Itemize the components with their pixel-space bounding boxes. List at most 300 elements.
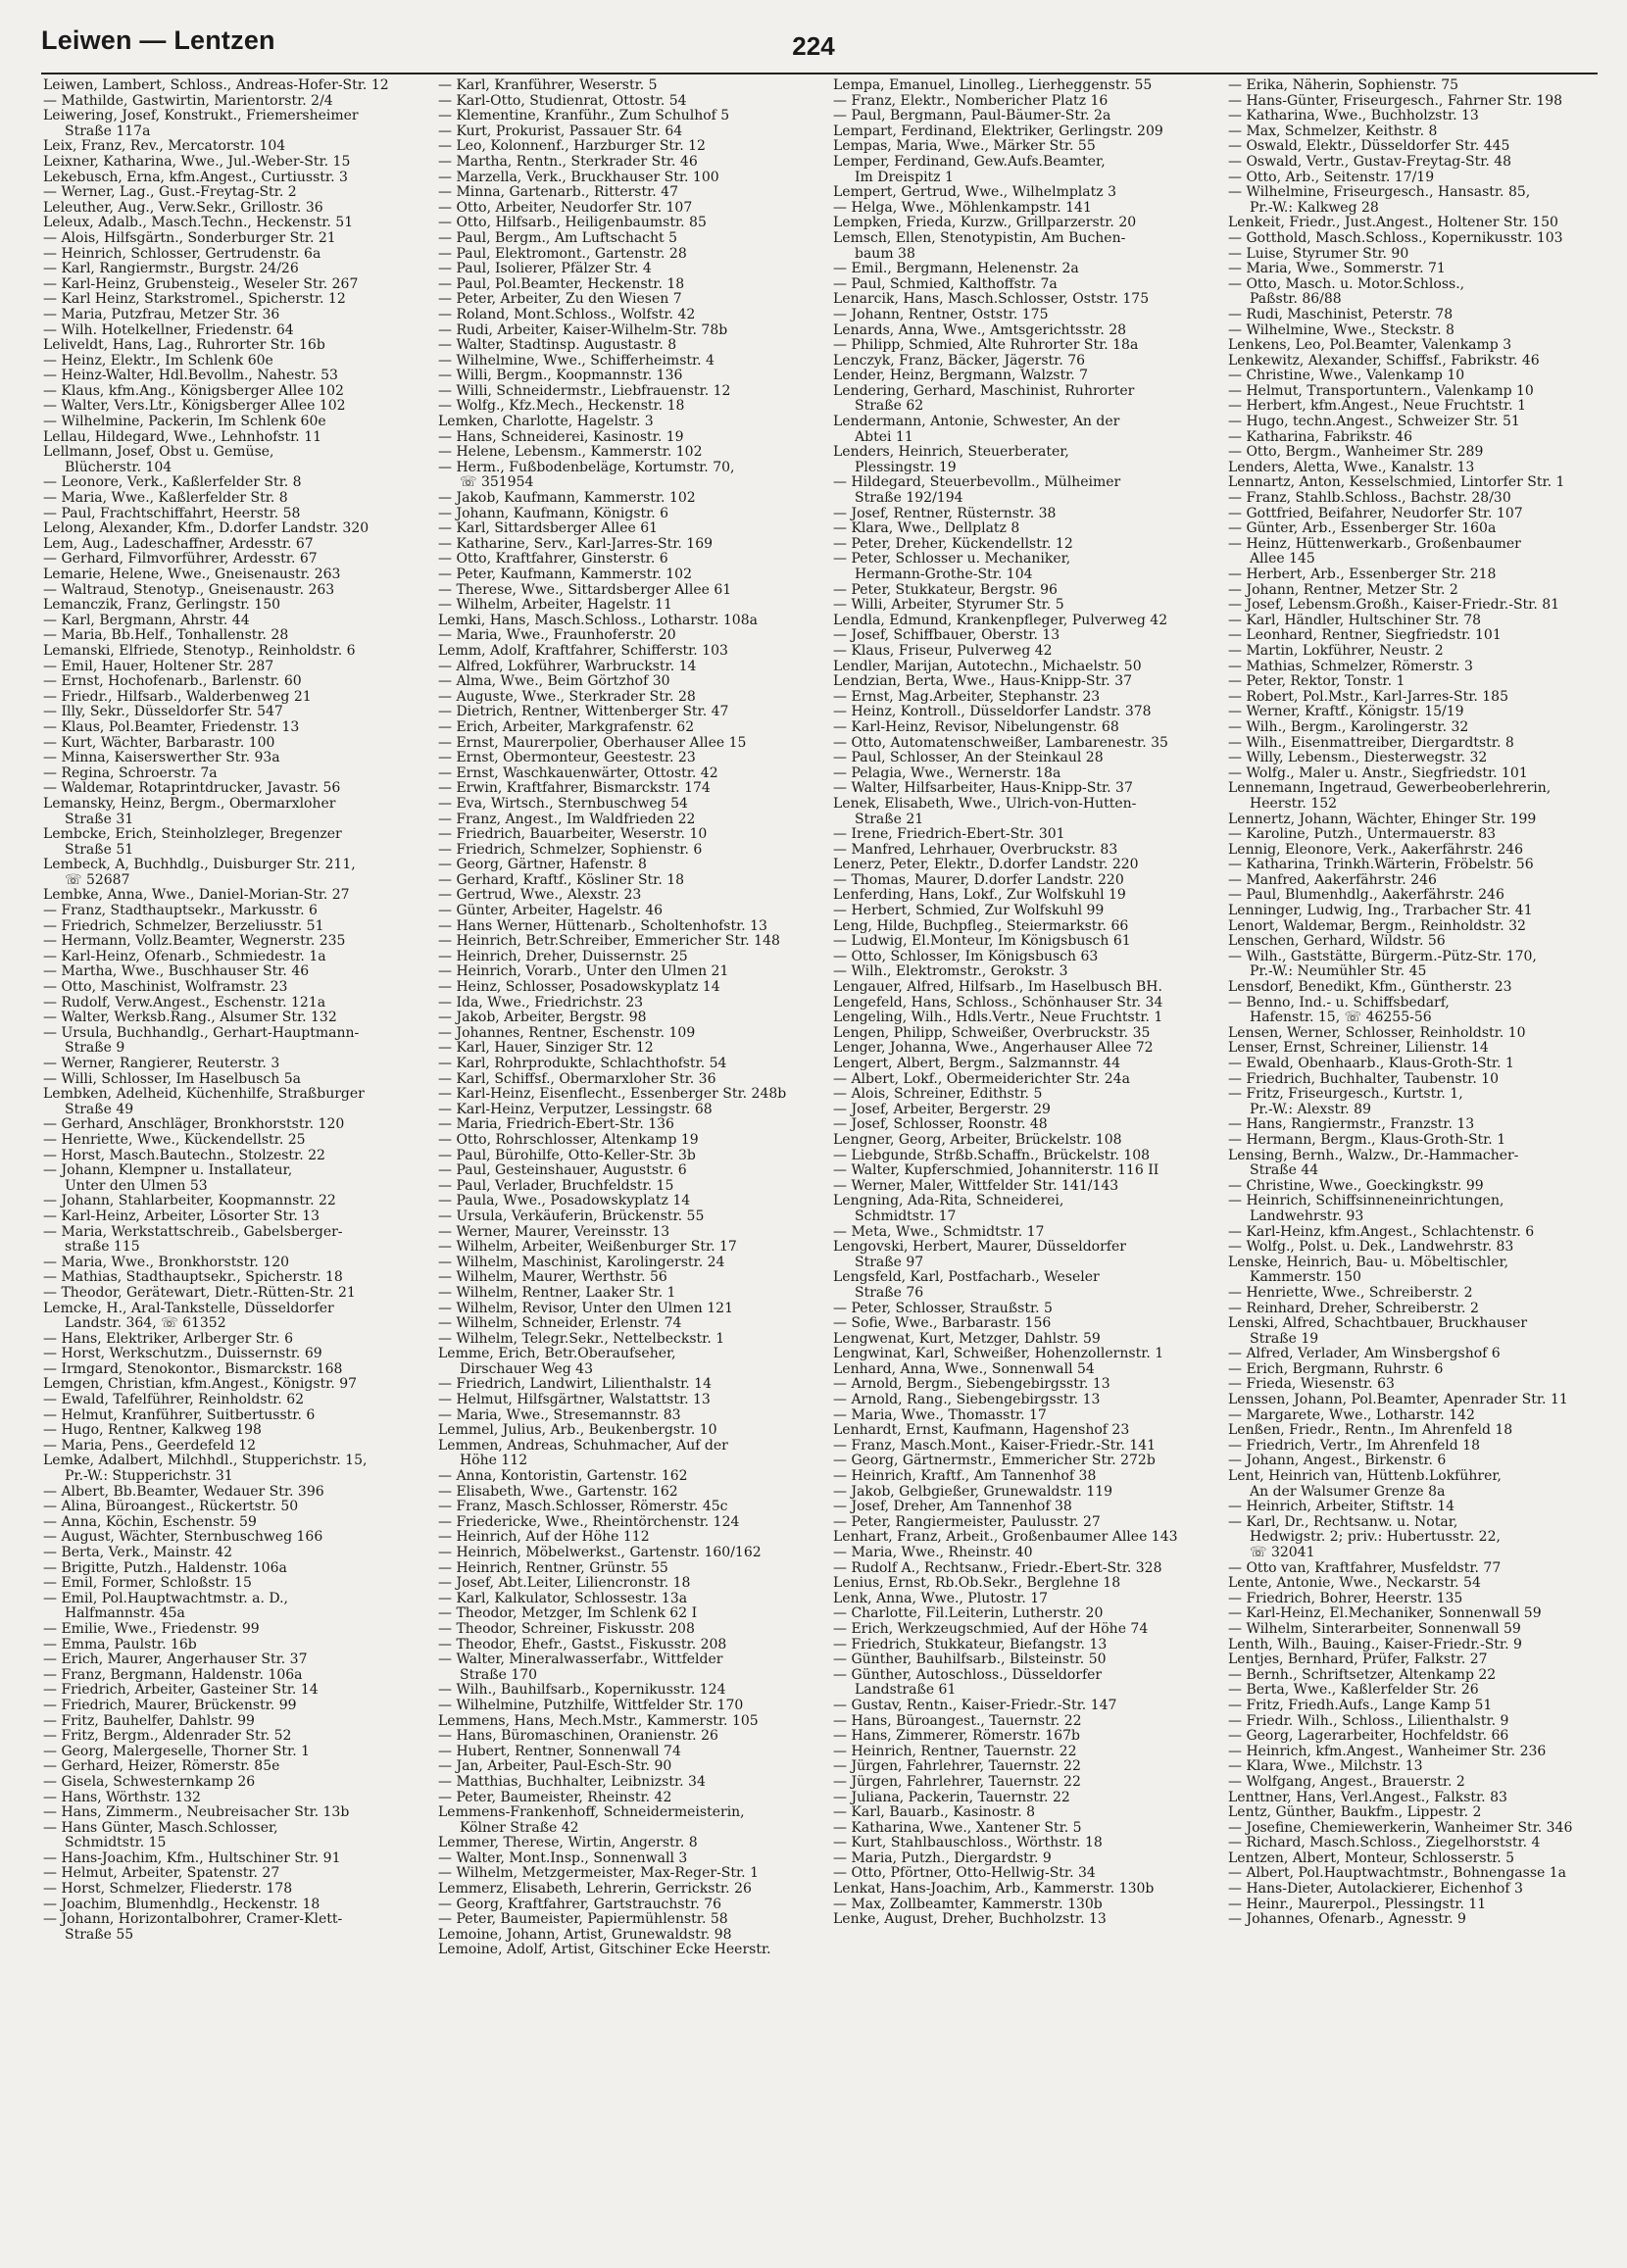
directory-entry: — Hans, Rangiermstr., Franzstr. 13: [1228, 1117, 1475, 1133]
directory-entry: — Karl-Otto, Studienrat, Ottostr. 54: [438, 93, 687, 109]
directory-entry: — Hans, Zimmerer, Römerstr. 167b: [833, 1729, 1080, 1745]
directory-entry: — Gerhard, Anschläger, Bronkhorststr. 120: [43, 1117, 345, 1133]
directory-entry: — Hans, Büromaschinen, Oranienstr. 26: [438, 1729, 718, 1745]
directory-entry: — Wolfg., Polst. u. Dek., Landwehrstr. 83: [1228, 1240, 1514, 1256]
directory-entry: — Irene, Friedrich-Ebert-Str. 301: [833, 827, 1065, 843]
directory-entry: — Gotthold, Masch.Schloss., Kopernikusstr. 103: [1228, 230, 1563, 246]
directory-entry: — Otto van, Kraftfahrer, Musfeldstr. 77: [1228, 1560, 1502, 1576]
directory-entry: — Heinz, Hüttenwerkarb., Großenbaumer: [1228, 536, 1521, 552]
directory-entry: — Rudi, Arbeiter, Kaiser-Wilhelm-Str. 78b: [438, 322, 728, 338]
directory-entry: — Marzella, Verk., Bruckhauser Str. 100: [438, 170, 719, 185]
directory-entry: — Karl, Bauarb., Kasinostr. 8: [833, 1805, 1036, 1821]
directory-entry: — Helmut, Transportuntern., Valenkamp 10: [1228, 383, 1534, 399]
directory-entry: — Ernst, Maurerpolier, Oberhauser Allee 15: [438, 735, 747, 751]
directory-entry: — Paul, Pol.Beamter, Heckenstr. 18: [438, 276, 685, 292]
directory-entry: — Thomas, Maurer, D.dorfer Landstr. 220: [833, 872, 1124, 888]
directory-entry: — Georg, Lagerarbeiter, Hochfeldstr. 66: [1228, 1729, 1509, 1745]
directory-entry: — Friedericke, Wwe., Rheintörchenstr. 124: [438, 1514, 740, 1530]
directory-entry: — Benno, Ind.- u. Schiffsbedarf,: [1228, 995, 1450, 1011]
directory-entry: — Heinz, Elektr., Im Schlenk 60e: [43, 353, 273, 369]
directory-entry: — Margarete, Wwe., Lotharstr. 142: [1228, 1407, 1475, 1423]
directory-entry: Lenk, Anna, Wwe., Plutostr. 17: [833, 1591, 1049, 1606]
directory-entry: — Gerhard, Filmvorführer, Ardesstr. 67: [43, 552, 318, 567]
directory-entry: Lemme, Erich, Betr.Oberaufseher,: [438, 1347, 676, 1362]
directory-entry: — Ernst, Obermonteur, Geestestr. 23: [438, 751, 696, 766]
directory-entry: — Helene, Lebensm., Kammerstr. 102: [438, 445, 703, 461]
directory-entry: — Hermann, Vollz.Beamter, Wegnerstr. 235: [43, 934, 346, 950]
directory-entry: — Emma, Paulstr. 16b: [43, 1637, 197, 1652]
directory-entry: Lemanczik, Franz, Gerlingstr. 150: [43, 598, 281, 614]
directory-entry: Lengning, Ada-Rita, Schneiderei,: [833, 1194, 1064, 1209]
directory-entry: Lempken, Frieda, Kurzw., Grillparzerstr. 20: [833, 216, 1137, 231]
directory-entry: Lenger, Johanna, Wwe., Angerhauser Allee 72: [833, 1041, 1154, 1057]
directory-entry: — Henriette, Wwe., Kückendellstr. 25: [43, 1132, 306, 1148]
directory-entry: — Ernst, Waschkauenwärter, Ottostr. 42: [438, 765, 718, 781]
directory-entry: — Karoline, Putzh., Untermauerstr. 83: [1228, 827, 1497, 843]
directory-entry: — Kurt, Wächter, Barbarastr. 100: [43, 735, 275, 751]
directory-entry: Lensen, Werner, Schlosser, Reinholdstr. 10: [1228, 1025, 1526, 1041]
directory-entry: — Alfred, Verlader, Am Winsbergshof 6: [1228, 1347, 1501, 1362]
directory-entry: — Mathias, Schmelzer, Römerstr. 3: [1228, 659, 1473, 674]
directory-entry: — Klaus, Friseur, Pulverweg 42: [833, 643, 1053, 659]
directory-entry: — Maria, Putzfrau, Metzer Str. 36: [43, 307, 280, 322]
directory-entry: Leixner, Katharina, Wwe., Jul.-Weber-Str. 15: [43, 154, 351, 170]
directory-entry: Lennemann, Ingetraud, Gewerbeoberlehrerin,: [1228, 781, 1552, 797]
directory-entry: — Karl-Heinz, Eisenflecht., Essenberger Str. 248b: [438, 1087, 787, 1103]
directory-entry: — Helga, Wwe., Möhlenkampstr. 141: [833, 200, 1092, 216]
directory-entry: Lenski, Alfred, Schachtbauer, Bruckhauser: [1228, 1316, 1528, 1332]
directory-entry: Lemmen, Andreas, Schuhmacher, Auf der: [438, 1438, 728, 1454]
directory-entry: — Hans, Schneiderei, Kasinostr. 19: [438, 429, 684, 445]
directory-entry: — Willi, Schlosser, Im Haselbusch 5a: [43, 1071, 301, 1087]
directory-entry: Lengen, Philipp, Schweißer, Overbruckstr. 35: [833, 1025, 1151, 1041]
directory-entry: Lenhart, Franz, Arbeit., Großenbaumer Allee 143: [833, 1530, 1178, 1546]
directory-entry: — Erich, Werkzeugschmied, Auf der Höhe 74: [833, 1621, 1149, 1637]
directory-entry: — Wolfg., Maler u. Anstr., Siegfriedstr. 101: [1228, 765, 1528, 781]
directory-entry: — Dietrich, Rentner, Wittenberger Str. 47: [438, 705, 729, 720]
directory-entry: straße 115: [65, 1240, 140, 1256]
directory-entry: — Peter, Kaufmann, Kammerstr. 102: [438, 567, 692, 582]
directory-entry: Plessingstr. 19: [855, 460, 957, 475]
directory-entry: — Franz, Bergmann, Haldenstr. 106a: [43, 1667, 303, 1683]
directory-entry: — Manfred, Lehrhauer, Overbruckstr. 83: [833, 842, 1118, 858]
directory-entry: Unter den Ulmen 53: [65, 1178, 208, 1194]
directory-entry: — Anna, Kontoristin, Gartenstr. 162: [438, 1469, 688, 1485]
directory-entry: Lembken, Adelheid, Küchenhilfe, Straßburger: [43, 1087, 365, 1103]
directory-entry: Höhe 112: [460, 1454, 528, 1469]
directory-entry: — Karl, Dr., Rechtsanw. u. Notar,: [1228, 1514, 1458, 1530]
directory-entry: — Emil., Bergmann, Helenenstr. 2a: [833, 262, 1079, 277]
directory-entry: — Friedrich, Schmelzer, Berzeliusstr. 51: [43, 918, 324, 934]
directory-entry: Heerstr. 152: [1250, 796, 1338, 812]
directory-entry: — Paul, Blumenhdlg., Aakerfährstr. 246: [1228, 888, 1504, 904]
directory-entry: ☏ 351954: [460, 475, 534, 491]
directory-entry: — Peter, Rangiermeister, Paulusstr. 27: [833, 1514, 1101, 1530]
directory-entry: Lemken, Charlotte, Hagelstr. 3: [438, 415, 654, 430]
directory-entry: — Helmut, Hilfsgärtner, Walstattstr. 13: [438, 1393, 711, 1408]
directory-entry: — Wilh., Elektromstr., Gerokstr. 3: [833, 964, 1068, 980]
directory-entry: — Maria, Wwe., Kaßlerfelder Str. 8: [43, 491, 288, 507]
directory-entry: Pr.-W.: Kalkweg 28: [1250, 200, 1379, 216]
directory-entry: — Paul, Schmied, Kalthoffstr. 7a: [833, 276, 1058, 292]
directory-entry: — Peter, Arbeiter, Zu den Wiesen 7: [438, 292, 682, 308]
directory-entry: — Maria, Werkstattschreib., Gabelsberger-: [43, 1224, 343, 1240]
directory-entry: — Gisela, Schwesternkamp 26: [43, 1774, 256, 1790]
directory-entry: — Walter, Kupferschmied, Johanniterstr. 116 II: [833, 1163, 1159, 1179]
directory-entry: — Peter, Baumeister, Rheinstr. 42: [438, 1790, 672, 1805]
directory-entry: Lemm, Adolf, Kraftfahrer, Schifferstr. 103: [438, 643, 728, 659]
directory-entry: — Heinrich, Möbelwerkst., Gartenstr. 160/162: [438, 1546, 762, 1560]
directory-entry: — Hildegard, Steuerbevollm., Mülheimer: [833, 475, 1121, 491]
directory-entry: Lengsfeld, Karl, Postfacharb., Weseler: [833, 1270, 1100, 1286]
directory-entry: Leng, Hilde, Buchpfleg., Steiermarkstr. 66: [833, 918, 1129, 934]
page-header: [41, 25, 1586, 69]
directory-entry: — Max, Zollbeamter, Kammerstr. 130b: [833, 1897, 1103, 1912]
directory-entry: Straße 62: [855, 399, 924, 415]
directory-entry: — Maria, Pens., Geerdefeld 12: [43, 1438, 257, 1454]
directory-entry: Hafenstr. 15, ☏ 46255-56: [1250, 1011, 1432, 1026]
directory-entry: — Josef, Lebensm.Großh., Kaiser-Friedr.-Str. 81: [1228, 598, 1560, 614]
directory-entry: Straße 97: [855, 1255, 924, 1270]
directory-entry: — Friedrich, Bauarbeiter, Weserstr. 10: [438, 827, 708, 843]
directory-entry: — Jan, Arbeiter, Paul-Esch-Str. 90: [438, 1759, 672, 1775]
directory-entry: — Johann, Rentner, Metzer Str. 2: [1228, 582, 1458, 598]
directory-entry: — Emil, Pol.Hauptwachtmstr. a. D.,: [43, 1591, 288, 1606]
directory-entry: — Alina, Büroangest., Rückertstr. 50: [43, 1500, 299, 1515]
directory-entry: — Wilhelmine, Putzhilfe, Wittfelder Str. 170: [438, 1698, 744, 1713]
directory-entry: ☏ 32041: [1250, 1546, 1315, 1560]
directory-entry: — Peter, Schlosser, Straußstr. 5: [833, 1301, 1053, 1316]
directory-entry: — Katharina, Fabrikstr. 46: [1228, 429, 1413, 445]
directory-entry: — Karl-Heinz, kfm.Angest., Schlachtenstr. 6: [1228, 1224, 1535, 1240]
directory-entry: Leleux, Adalb., Masch.Techn., Heckenstr. 51: [43, 216, 354, 231]
directory-entry: — Otto, Maschinist, Wolframstr. 23: [43, 980, 288, 996]
directory-entry: — Alois, Schreiner, Edithstr. 5: [833, 1087, 1043, 1103]
directory-entry: — Klaus, kfm.Ang., Königsberger Allee 102: [43, 383, 344, 399]
directory-entry: — Ewald, Tafelführer, Reinholdstr. 62: [43, 1393, 305, 1408]
directory-entry: — Karl, Kalkulator, Schlossestr. 13a: [438, 1591, 688, 1606]
directory-entry: — Josef, Schiffbauer, Oberstr. 13: [833, 628, 1060, 644]
directory-entry: — Johannes, Ofenarb., Agnesstr. 9: [1228, 1912, 1466, 1928]
directory-entry: — Bernh., Schriftsetzer, Altenkamp 22: [1228, 1667, 1497, 1683]
directory-entry: — Heinrich, kfm.Angest., Wanheimer Str. 236: [1228, 1744, 1547, 1759]
directory-entry: Lemke, Adalbert, Milchhdl., Stupperichstr. 15,: [43, 1454, 368, 1469]
directory-entry: Abtei 11: [855, 429, 913, 445]
directory-entry: Lengner, Georg, Arbeiter, Brückelstr. 108: [833, 1132, 1122, 1148]
directory-entry: Pr.-W.: Neumühler Str. 45: [1250, 964, 1427, 980]
directory-entry: — Friedrich, Stukkateur, Biefangstr. 13: [833, 1637, 1108, 1652]
directory-entry: Lenek, Elisabeth, Wwe., Ulrich-von-Hutten-: [833, 796, 1137, 812]
directory-entry: — Rudolf A., Rechtsanw., Friedr.-Ebert-Str. 328: [833, 1560, 1162, 1576]
directory-entry: Lendering, Gerhard, Maschinist, Ruhrorter: [833, 383, 1135, 399]
directory-entry: — Fritz, Friseurgesch., Kurtstr. 1,: [1228, 1087, 1463, 1103]
directory-entry: — Maria, Wwe., Stresemannstr. 83: [438, 1407, 681, 1423]
directory-entry: — Willi, Arbeiter, Styrumer Str. 5: [833, 598, 1064, 614]
directory-entry: Lembeck, A, Buchhdlg., Duisburger Str. 211,: [43, 858, 356, 873]
directory-entry: — Ursula, Buchhandlg., Gerhart-Hauptmann-: [43, 1025, 360, 1041]
directory-entry: — Walter, Mont.Insp., Sonnenwall 3: [438, 1850, 688, 1866]
directory-entry: Lemmel, Julius, Arb., Beukenbergstr. 10: [438, 1423, 717, 1439]
directory-entry: — Max, Schmelzer, Keithstr. 8: [1228, 123, 1438, 139]
directory-entry: Lendla, Edmund, Krankenpfleger, Pulverweg 42: [833, 613, 1168, 628]
directory-entry: — Wolfgang, Angest., Brauerstr. 2: [1228, 1774, 1465, 1790]
directory-entry: — Wilh., Bergm., Karolingerstr. 32: [1228, 719, 1469, 735]
directory-entry: — Herm., Fußbodenbeläge, Kortumstr. 70,: [438, 460, 735, 475]
directory-entry: Lenkeit, Friedr., Just.Angest., Holtener Str. 150: [1228, 216, 1558, 231]
directory-entry: Lempas, Maria, Wwe., Märker Str. 55: [833, 139, 1096, 155]
directory-entry: — Johann, Klempner u. Installateur,: [43, 1163, 293, 1179]
directory-entry: Lemki, Hans, Masch.Schloss., Lotharstr. 108a: [438, 613, 758, 628]
directory-entry: Lengauer, Alfred, Hilfsarb., Im Haselbusch BH.: [833, 980, 1162, 996]
directory-entry: — Heinrich, Schlosser, Gertrudenstr. 6a: [43, 246, 321, 262]
directory-entry: Lengwenat, Kurt, Metzger, Dahlstr. 59: [833, 1331, 1101, 1347]
directory-entry: — Wilhelm, Schneider, Erlenstr. 74: [438, 1316, 682, 1332]
directory-entry: — Waltraud, Stenotyp., Gneisenaustr. 263: [43, 582, 335, 598]
directory-entry: — Herbert, Schmied, Zur Wolfskuhl 99: [833, 904, 1105, 919]
directory-entry: — Hermann, Bergm., Klaus-Groth-Str. 1: [1228, 1132, 1506, 1148]
directory-entry: Kammerstr. 150: [1250, 1270, 1361, 1286]
directory-entry: — Wilhelm, Maschinist, Karolingerstr. 24: [438, 1255, 725, 1270]
directory-entry: — Herbert, Arb., Essenberger Str. 218: [1228, 567, 1497, 582]
directory-entry: — Maria, Friedrich-Ebert-Str. 136: [438, 1117, 674, 1133]
directory-entry: — Pelagia, Wwe., Wernerstr. 18a: [833, 765, 1061, 781]
directory-entry: Im Dreispitz 1: [855, 170, 954, 185]
directory-entry: Lemanski, Elfriede, Stenotyp., Reinholdstr. 6: [43, 643, 356, 659]
directory-entry: — Otto, Automatenschweißer, Lambarenestr. 35: [833, 735, 1168, 751]
directory-entry: Lemoine, Johann, Artist, Grunewaldstr. 98: [438, 1927, 732, 1943]
directory-entry: — Minna, Kaiserswerther Str. 93a: [43, 751, 280, 766]
directory-entry: Straße 55: [65, 1927, 134, 1943]
directory-entry: — Karl-Heinz, Arbeiter, Lösorter Str. 13: [43, 1208, 320, 1224]
directory-entry: Straße 170: [460, 1667, 538, 1683]
directory-entry: Paßstr. 86/88: [1250, 292, 1342, 308]
directory-entry: — Wilh. Hotelkellner, Friedenstr. 64: [43, 322, 294, 338]
directory-entry: — Otto, Masch. u. Motor.Schloss.,: [1228, 276, 1465, 292]
directory-entry: Lemmens, Hans, Mech.Mstr., Kammerstr. 105: [438, 1713, 759, 1729]
directory-entry: — Friedrich, Vertr., Im Ahrenfeld 18: [1228, 1438, 1480, 1454]
directory-entry: — Peter, Rektor, Tonstr. 1: [1228, 674, 1405, 690]
directory-entry: — Paul, Frachtschiffahrt, Heerstr. 58: [43, 506, 301, 521]
directory-entry: — Minna, Gartenarb., Ritterstr. 47: [438, 185, 678, 201]
directory-entry: — Wilhelmine, Friseurgesch., Hansastr. 85,: [1228, 185, 1531, 201]
page-number: 224: [792, 31, 835, 61]
directory-entry: — Jürgen, Fahrlehrer, Tauernstr. 22: [833, 1774, 1081, 1790]
directory-entry: Schmidtstr. 15: [65, 1836, 167, 1851]
directory-entry: — Alois, Hilfsgärtn., Sonderburger Str. 21: [43, 230, 336, 246]
directory-entry: — Paul, Verlader, Bruchfeldstr. 15: [438, 1178, 674, 1194]
directory-entry: Lendermann, Antonie, Schwester, An der: [833, 415, 1120, 430]
directory-entry: — Otto, Pförtner, Otto-Hellwig-Str. 34: [833, 1866, 1096, 1882]
directory-entry: — Wilh., Eisenmattreiber, Diergardtstr. 8: [1228, 735, 1514, 751]
directory-entry: — Friedrich, Arbeiter, Gasteiner Str. 14: [43, 1683, 319, 1699]
directory-entry: — Hubert, Rentner, Sonnenwall 74: [438, 1744, 681, 1759]
directory-entry: Lemoine, Adolf, Artist, Gitschiner Ecke Heerstr.: [438, 1943, 771, 1958]
directory-entry: — Karl, Schiffsf., Obermarxloher Str. 36: [438, 1071, 716, 1087]
directory-entry: — Josefine, Chemiewerkerin, Wanheimer Str. 346: [1228, 1820, 1573, 1836]
header-rule: [41, 73, 1598, 74]
directory-entry: — Horst, Schmelzer, Fliederstr. 178: [43, 1882, 293, 1898]
directory-entry: — Reinhard, Dreher, Schreiberstr. 2: [1228, 1301, 1479, 1316]
directory-entry: Lemansky, Heinz, Bergm., Obermarxloher: [43, 796, 336, 812]
directory-entry: — Heinz, Schlosser, Posadowskyplatz 14: [438, 980, 720, 996]
directory-entry: — Martha, Rentn., Sterkrader Str. 46: [438, 154, 698, 170]
directory-entry: — Wilhelm, Arbeiter, Hagelstr. 11: [438, 598, 672, 614]
directory-entry: — Friedrich, Maurer, Brückenstr. 99: [43, 1698, 297, 1713]
directory-entry: — Werner, Maler, Wittfelder Str. 141/143: [833, 1178, 1119, 1194]
directory-entry: Pr.-W.: Alexstr. 89: [1250, 1102, 1371, 1117]
directory-entry: — Johann, Angest., Birkenstr. 6: [1228, 1454, 1447, 1469]
directory-entry: — Friedrich, Bohrer, Heerstr. 135: [1228, 1591, 1463, 1606]
directory-entry: — Peter, Stukkateur, Bergstr. 96: [833, 582, 1058, 598]
directory-entry: — Hans, Zimmerm., Neubreisacher Str. 13b: [43, 1805, 350, 1821]
directory-entry: — Johann, Stahlarbeiter, Koopmannstr. 22: [43, 1194, 336, 1209]
directory-entry: Lemmer, Therese, Wirtin, Angerstr. 8: [438, 1836, 698, 1851]
directory-entry: — Frieda, Wiesenstr. 63: [1228, 1377, 1395, 1393]
directory-entry: — Georg, Malergeselle, Thorner Str. 1: [43, 1744, 310, 1759]
directory-entry: Lensdorf, Benedikt, Kfm., Güntherstr. 23: [1228, 980, 1512, 996]
directory-entry: — Walter, Mineralwasserfabr., Wittfelder: [438, 1652, 723, 1668]
directory-entry: — Albert, Bb.Beamter, Wedauer Str. 396: [43, 1484, 324, 1500]
directory-entry: — Heinrich, Dreher, Duissernstr. 25: [438, 949, 688, 964]
directory-entry: — Luise, Styrumer Str. 90: [1228, 246, 1409, 262]
directory-entry: — Fritz, Bauhelfer, Dahlstr. 99: [43, 1713, 255, 1729]
directory-entry: Lenczyk, Franz, Bäcker, Jägerstr. 76: [833, 353, 1086, 369]
directory-entry: Straße 117a: [65, 123, 151, 139]
directory-entry: — Karl-Heinz, El.Mechaniker, Sonnenwall 59: [1228, 1606, 1542, 1622]
directory-entry: — Berta, Wwe., Kaßlerfelder Str. 26: [1228, 1683, 1479, 1699]
directory-entry: Lenius, Ernst, Rb.Ob.Sekr., Berglehne 18: [833, 1576, 1121, 1592]
directory-entry: — Hans-Joachim, Kfm., Hultschiner Str. 91: [43, 1850, 341, 1866]
directory-entry: — Hans-Dieter, Autolackierer, Eichenhof 3: [1228, 1882, 1523, 1898]
directory-entry: — Maria, Wwe., Rheinstr. 40: [833, 1546, 1033, 1560]
directory-entry: Lenßen, Friedr., Rentn., Im Ahrenfeld 18: [1228, 1423, 1513, 1439]
directory-entry: — Maria, Bb.Helf., Tonhallenstr. 28: [43, 628, 289, 644]
directory-entry: Lenssen, Johann, Pol.Beamter, Apenrader Str. 11: [1228, 1393, 1568, 1408]
directory-entry: — Karl-Heinz, Ofenarb., Schmiedestr. 1a: [43, 949, 326, 964]
directory-entry: — Emil, Hauer, Holtener Str. 287: [43, 659, 274, 674]
directory-entry: Lenards, Anna, Wwe., Amtsgerichtsstr. 28: [833, 322, 1127, 338]
directory-entry: Pr.-W.: Stupperichstr. 31: [65, 1469, 233, 1485]
directory-entry: Lenke, August, Dreher, Buchholzstr. 13: [833, 1912, 1107, 1928]
directory-entry: — Brigitte, Putzh., Haldenstr. 106a: [43, 1560, 287, 1576]
directory-entry: — Rudolf, Verw.Angest., Eschenstr. 121a: [43, 995, 326, 1011]
directory-entry: — Günther, Bauhilfsarb., Bilsteinstr. 50: [833, 1652, 1107, 1668]
directory-entry: Hedwigstr. 2; priv.: Hubertusstr. 22,: [1250, 1530, 1501, 1546]
directory-entry: Lemmerz, Elisabeth, Lehrerin, Gerrickstr. 26: [438, 1882, 752, 1898]
directory-entry: An der Walsumer Grenze 8a: [1250, 1484, 1446, 1500]
directory-entry: Leix, Franz, Rev., Mercatorstr. 104: [43, 139, 286, 155]
directory-entry: — Joachim, Blumenhdlg., Heckenstr. 18: [43, 1897, 320, 1912]
directory-entry: Lenders, Heinrich, Steuerberater,: [833, 445, 1069, 461]
directory-entry: — Otto, Rohrschlosser, Altenkamp 19: [438, 1132, 699, 1148]
directory-entry: — Illy, Sekr., Düsseldorfer Str. 547: [43, 705, 283, 720]
directory-entry: — Maria, Wwe., Sommerstr. 71: [1228, 262, 1446, 277]
directory-entry: — Heinz, Kontroll., Düsseldorfer Landstr. 378: [833, 705, 1152, 720]
directory-entry: — Berta, Verk., Mainstr. 42: [43, 1546, 233, 1560]
directory-entry: — Juliana, Packerin, Tauernstr. 22: [833, 1790, 1070, 1805]
directory-entry: — Eva, Wirtsch., Sternbuschweg 54: [438, 796, 688, 812]
directory-entry: — Liebgunde, Strßb.Schaffn., Brückelstr. 108: [833, 1148, 1151, 1163]
directory-entry: — Walter, Vers.Ltr., Königsberger Allee 102: [43, 399, 346, 415]
directory-columns: [43, 78, 1607, 1958]
directory-entry: — Peter, Baumeister, Papiermühlenstr. 58: [438, 1912, 728, 1928]
directory-entry: — Franz, Stahlb.Schloss., Bachstr. 28/30: [1228, 491, 1511, 507]
directory-entry: Hermann-Grothe-Str. 104: [855, 567, 1033, 582]
directory-entry: — Klara, Wwe., Dellplatz 8: [833, 521, 1020, 537]
directory-entry: — Emil, Former, Schloßstr. 15: [43, 1576, 252, 1592]
directory-entry: — Paula, Wwe., Posadowskyplatz 14: [438, 1194, 691, 1209]
directory-entry: Lempart, Ferdinand, Elektriker, Gerlingstr. 209: [833, 123, 1163, 139]
directory-entry: — Jürgen, Fahrlehrer, Tauernstr. 22: [833, 1759, 1081, 1775]
directory-entry: Lensing, Bernh., Walzw., Dr.-Hammacher-: [1228, 1148, 1519, 1163]
directory-entry: — Robert, Pol.Mstr., Karl-Jarres-Str. 185: [1228, 689, 1508, 705]
directory-entry: — Paul, Isolierer, Pfälzer Str. 4: [438, 262, 652, 277]
directory-entry: — Josef, Schlosser, Roonstr. 48: [833, 1117, 1048, 1133]
directory-entry: — Franz, Angest., Im Waldfrieden 22: [438, 812, 696, 827]
directory-entry: — Henriette, Wwe., Schreiberstr. 2: [1228, 1285, 1473, 1301]
directory-entry: Landwehrstr. 93: [1250, 1208, 1364, 1224]
directory-entry: — Emilie, Wwe., Friedenstr. 99: [43, 1621, 260, 1637]
directory-entry: — Anna, Köchin, Eschenstr. 59: [43, 1514, 257, 1530]
directory-entry: Lenkewitz, Alexander, Schiffsf., Fabrikstr. 46: [1228, 353, 1540, 369]
directory-entry: Lembke, Anna, Wwe., Daniel-Morian-Str. 27: [43, 888, 350, 904]
directory-entry: Lente, Antonie, Wwe., Neckarstr. 54: [1228, 1576, 1481, 1592]
directory-entry: — Ida, Wwe., Friedrichstr. 23: [438, 995, 644, 1011]
directory-entry: — Friedrich, Landwirt, Lilienthalstr. 14: [438, 1377, 712, 1393]
directory-entry: — Meta, Wwe., Schmidtstr. 17: [833, 1224, 1045, 1240]
directory-entry: Halfmannstr. 45a: [65, 1606, 185, 1622]
directory-entry: — Horst, Masch.Bautechn., Stolzestr. 22: [43, 1148, 325, 1163]
directory-entry: — Gottfried, Beifahrer, Neudorfer Str. 107: [1228, 506, 1523, 521]
directory-entry: — Arnold, Bergm., Siebengebirgsstr. 13: [833, 1377, 1110, 1393]
directory-entry: — Wilhelm, Telegr.Sekr., Nettelbeckstr. 1: [438, 1331, 725, 1347]
column-3: [833, 78, 1210, 1958]
directory-entry: Lentz, Günther, Baukfm., Lippestr. 2: [1228, 1805, 1482, 1821]
directory-entry: — Ursula, Verkäuferin, Brückenstr. 55: [438, 1208, 705, 1224]
directory-entry: — Paul, Schlosser, An der Steinkaul 28: [833, 751, 1104, 766]
directory-entry: Allee 145: [1250, 552, 1315, 567]
directory-entry: — Mathilde, Gastwirtin, Marientorstr. 2/4: [43, 93, 333, 109]
directory-entry: — Oswald, Vertr., Gustav-Freytag-Str. 48: [1228, 154, 1512, 170]
directory-entry: — Alfred, Lokführer, Warbruckstr. 14: [438, 659, 697, 674]
directory-entry: — Wilhelm, Maurer, Werthstr. 56: [438, 1270, 667, 1286]
column-4: [1228, 78, 1605, 1958]
directory-entry: — Wilhelm, Sinterarbeiter, Sonnenwall 59: [1228, 1621, 1521, 1637]
directory-entry: — Christine, Wwe., Valenkamp 10: [1228, 369, 1465, 384]
directory-entry: — Georg, Gärtner, Hafenstr. 8: [438, 858, 647, 873]
directory-entry: — Willi, Bergm., Koopmannstr. 136: [438, 369, 683, 384]
directory-entry: Straße 19: [1250, 1331, 1319, 1347]
directory-entry: — Erika, Näherin, Sophienstr. 75: [1228, 78, 1459, 93]
directory-entry: Lempert, Gertrud, Wwe., Wilhelmplatz 3: [833, 185, 1116, 201]
directory-entry: — Wilhelm, Metzgermeister, Max-Reger-Str. 1: [438, 1866, 759, 1882]
directory-entry: — Karl Heinz, Starkstromel., Spicherstr. 12: [43, 292, 346, 308]
directory-entry: — Ludwig, El.Monteur, Im Königsbusch 61: [833, 934, 1131, 950]
running-head: Leiwen — Lentzen: [41, 25, 275, 55]
directory-entry: Straße 44: [1250, 1163, 1319, 1179]
directory-entry: — Friedrich, Buchhalter, Taubenstr. 10: [1228, 1071, 1500, 1087]
directory-entry: — Arnold, Rang., Siebengebirgsstr. 13: [833, 1393, 1101, 1408]
directory-entry: Lentzen, Albert, Monteur, Schlosserstr. 5: [1228, 1850, 1515, 1866]
directory-entry: — Alma, Wwe., Beim Görtzhof 30: [438, 674, 670, 690]
directory-entry: — Erich, Bergmann, Ruhrstr. 6: [1228, 1361, 1444, 1377]
directory-entry: — Wilhelm, Revisor, Unter den Ulmen 121: [438, 1301, 733, 1316]
directory-entry: Landstraße 61: [855, 1683, 957, 1699]
directory-entry: — Günter, Arb., Essenberger Str. 160a: [1228, 521, 1497, 537]
directory-entry: — Franz, Masch.Mont., Kaiser-Friedr.-Str. 141: [833, 1438, 1157, 1454]
directory-entry: Straße 49: [65, 1102, 134, 1117]
directory-entry: — Paul, Elektromont., Gartenstr. 28: [438, 246, 687, 262]
